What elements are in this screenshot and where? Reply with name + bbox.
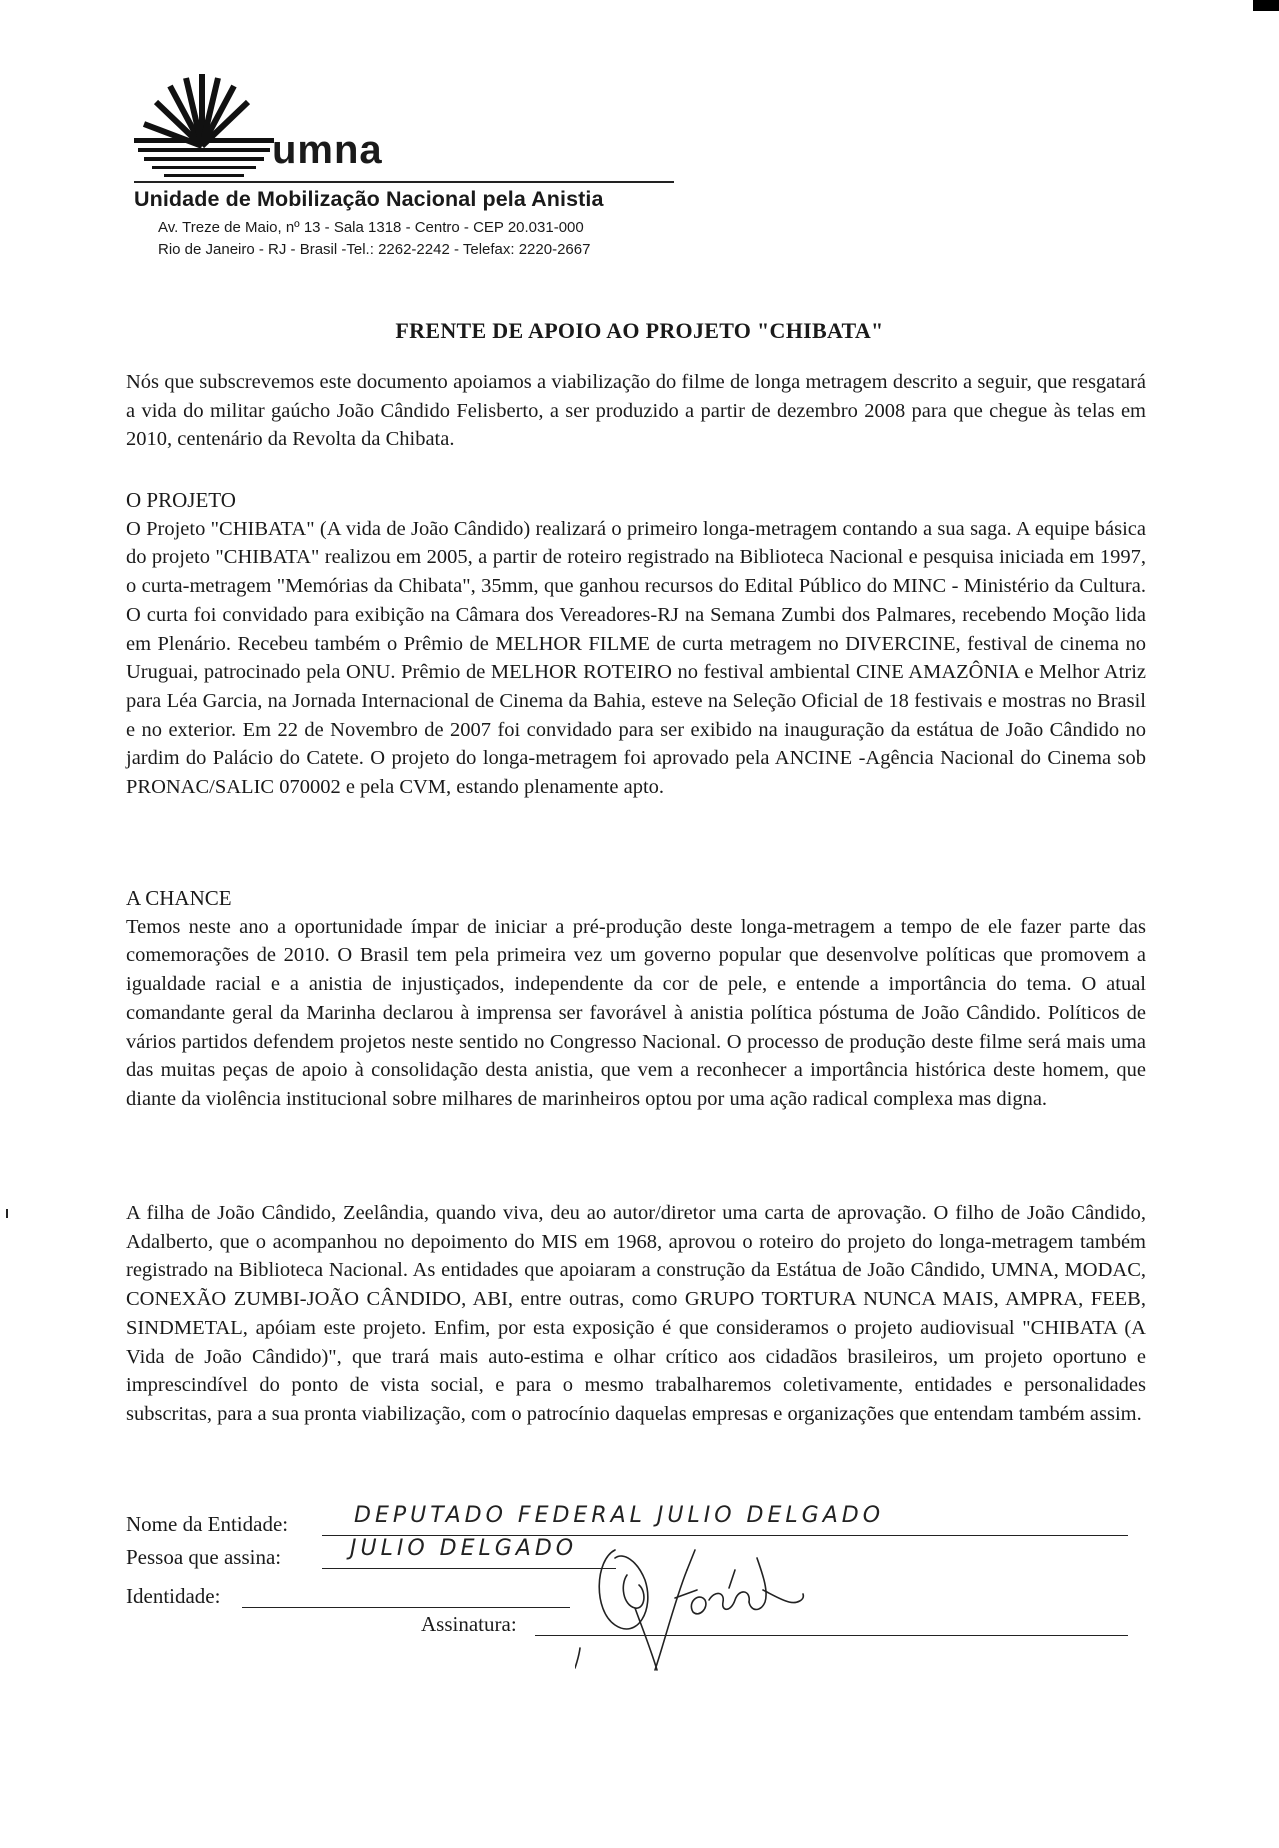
chance-paragraph: Temos neste ano a oportunidade ímpar de iniciar a pré-produção deste longa-metragem a tempo de ele fazer parte das comemorações de 2010. O Brasil tem pela primeira vez um governo popular que desenvolve políticas que promovem a igualdade racial e a anistia de injustiçados, independente da cor de pele, e entende a importância do tema. O atual comandante geral da Marinha declarou à imprensa ser favorável à anistia política póstuma de João Cândido. Políticos de vários partidos defendem projetos neste sentido no Congresso Nacional. O processo de produção deste filme será mais uma das muitas peças de apoio à consolidação desta anistia, que vem a reconhecer a importância histórica deste homem, que diante da violência institucional sobre milhares de marinheiros optou por uma ação radical complexa mas digna.	[126, 915, 1146, 1110]
projeto-heading: O PROJETO	[126, 488, 236, 512]
organization-name: Unidade de Mobilização Nacional pela Anistia	[134, 187, 604, 211]
pessoa-label: Pessoa que assina:	[126, 1545, 282, 1569]
pessoa-line	[322, 1568, 616, 1569]
entidade-field[interactable]: DEPUTADO FEDERAL JULIO DELGADO	[354, 1503, 885, 1528]
chance-heading: A CHANCE	[126, 886, 232, 910]
entidade-label: Nome da Entidade:	[126, 1512, 289, 1536]
assinatura-label: Assinatura:	[421, 1612, 517, 1636]
identidade-line	[242, 1607, 570, 1608]
closing-section	[126, 1199, 1146, 1429]
pessoa-field[interactable]: JULIO DELGADO	[350, 1536, 578, 1561]
identidade-label: Identidade:	[126, 1584, 221, 1608]
handwritten-signature	[575, 1530, 845, 1680]
projeto-paragraph: O Projeto "CHIBATA" (A vida de João Cândido) realizará o primeiro longa-metragem contando a sua saga. A equipe básica do projeto "CHIBATA" realizou em 2005, a partir de roteiro registrado na Biblioteca Nacional e pesquisa iniciada em 1997, o curta-metragem "Memórias da Chibata", 35mm, que ganhou recursos do Edital Público do MINC - Ministério da Cultura. O curta foi convidado para exibição na Câmara dos Vereadores-RJ na Semana Zumbi dos Palmares, recebendo Moção lida em Plenário. Recebeu também o Prêmio de MELHOR FILME de curta metragem no DIVERCINE, festival de cinema no Uruguai, patrocinado pela ONU. Prêmio de MELHOR ROTEIRO no festival ambiental CINE AMAZÔNIA e Melhor Atriz para Léa Garcia, na Jornada Internacional de Cinema da Bahia, esteve na Seleção Oficial de 18 festivais e mostras no Brasil e no exterior. Em 22 de Novembro de 2007 foi convidado para ser exibido na inauguração da estátua de João Cândido no jardim do Palácio do Catete. O projeto do longa-metragem foi aprovado pela ANCINE -Agência Nacional do Cinema sob PRONAC/SALIC 070002 e pela CVM, estando plenamente apto.	[126, 517, 1146, 799]
intro-section	[126, 368, 1146, 454]
chance-section	[126, 884, 1146, 1114]
logo-wordmark: umna	[272, 128, 383, 172]
letterhead	[134, 72, 674, 188]
scan-margin-mark	[6, 1209, 8, 1218]
closing-paragraph: A filha de João Cândido, Zeelândia, quando viva, deu ao autor/diretor uma carta de aprovação. O filho de João Cândido, Adalberto, que o acompanhou no depoimento do MIS em 1968, aprovou o roteiro do projeto do longa-metragem também registrado na Biblioteca Nacional. As entidades que apoiaram a construção da Estátua de João Cândido, UMNA, MODAC, CONEXÃO ZUMBI-JOÃO CÂNDIDO, ABI, entre outras, como GRUPO TORTURA NUNCA MAIS, AMPRA, FEEB, SINDMETAL, apóiam este projeto. Enfim, por esta exposição é que consideramos o projeto audiovisual "CHIBATA (A Vida de João Cândido)", que trará mais auto-estima e olhar crítico aos cidadãos brasileiros, um projeto oportuno e imprescindível do ponto de vista social, e para o mesmo trabalharemos coletivamente, entidades e personalidades subscritas, para a sua pronta viabilização, com o patrocínio daquelas empresas e organizações que entendam também assim.	[126, 1202, 1146, 1425]
letterhead-divider	[134, 181, 674, 183]
umna-logo	[134, 72, 674, 188]
intro-paragraph: Nós que subscrevemos este documento apoiamos a viabilização do filme de longa metragem descrito a seguir, que resgatará a vida do militar gaúcho João Cândido Felisberto, a ser produzido a partir de dezembro 2008 para que chegue às telas em 2010, centenário da Revolta da Chibata.	[126, 371, 1146, 451]
document-title: FRENTE DE APOIO AO PROJETO "CHIBATA"	[395, 318, 884, 343]
scan-corner-mark	[1253, 0, 1279, 11]
sunrise-logo-icon	[134, 72, 274, 184]
projeto-section	[126, 486, 1146, 802]
organization-address: Av. Treze de Maio, nº 13 - Sala 1318 - Centro - CEP 20.031-000	[158, 219, 584, 236]
organization-contact: Rio de Janeiro - RJ - Brasil -Tel.: 2262-2242 - Telefax: 2220-2667	[158, 241, 591, 258]
